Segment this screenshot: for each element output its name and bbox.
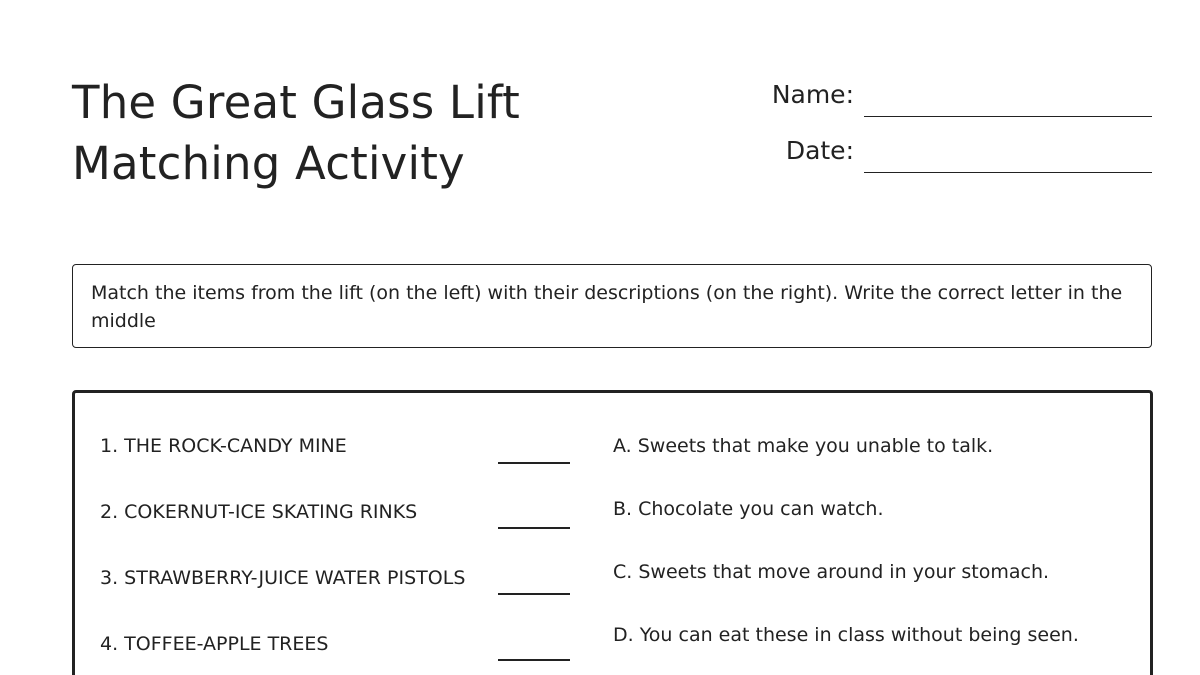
name-input-line[interactable] bbox=[864, 116, 1152, 117]
title-line-1: The Great Glass Lift bbox=[72, 76, 521, 129]
instructions-text: Match the items from the lift (on the left) with their descriptions (on the right). Write the correct letter in the middle bbox=[91, 282, 1123, 332]
date-label: Date: bbox=[785, 136, 854, 165]
description-a: A. Sweets that make you unable to talk. bbox=[613, 435, 994, 457]
term-1: 1. THE ROCK-CANDY MINE bbox=[100, 435, 347, 457]
term-2: 2. COKERNUT-ICE SKATING RINKS bbox=[100, 501, 418, 523]
date-input-line[interactable] bbox=[864, 172, 1152, 173]
instructions-box bbox=[72, 264, 1152, 348]
description-b: B. Chocolate you can watch. bbox=[613, 498, 884, 520]
name-label: Name: bbox=[771, 80, 854, 109]
answer-blank-1[interactable] bbox=[498, 462, 570, 464]
title-line-2: Matching Activity bbox=[72, 137, 465, 190]
description-c: C. Sweets that move around in your stomach. bbox=[613, 561, 1050, 583]
term-4: 4. TOFFEE-APPLE TREES bbox=[100, 633, 329, 655]
page-title bbox=[72, 72, 520, 194]
answer-blank-2[interactable] bbox=[498, 527, 570, 529]
date-field bbox=[700, 136, 1152, 172]
answer-blank-3[interactable] bbox=[498, 593, 570, 595]
term-3: 3. STRAWBERRY-JUICE WATER PISTOLS bbox=[100, 567, 466, 589]
name-field bbox=[700, 80, 1152, 116]
matching-table bbox=[72, 390, 1153, 675]
description-d: D. You can eat these in class without being seen. bbox=[613, 624, 1079, 646]
answer-blank-4[interactable] bbox=[498, 659, 570, 661]
